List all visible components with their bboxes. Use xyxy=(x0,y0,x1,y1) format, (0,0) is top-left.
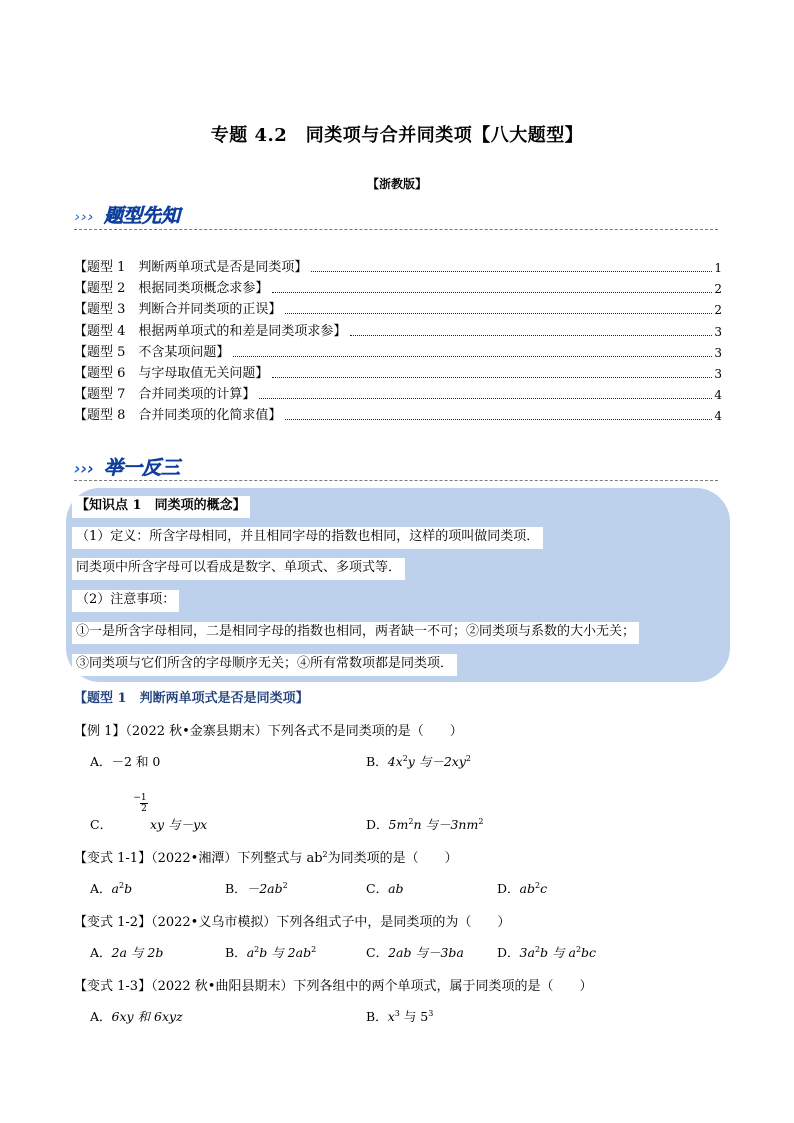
toc-page-number: 4 xyxy=(714,388,722,402)
section-heading-text: 举一反三 xyxy=(104,457,181,479)
option-d[interactable] xyxy=(366,815,483,833)
toc-item-label: 【题型 7 合并同类项的计算】 xyxy=(74,387,256,402)
option-text: 2ab 与－3ba xyxy=(388,945,464,960)
toc-item-label: 【题型 1 判断两单项式是否是同类项】 xyxy=(74,260,308,275)
toc-item[interactable] xyxy=(74,300,722,320)
toc-item[interactable] xyxy=(74,322,722,342)
section-heading-practice xyxy=(74,452,224,482)
toc-leader xyxy=(233,356,712,357)
option-text: 4x xyxy=(387,754,403,769)
toc-item-label: 【题型 3 判断合并同类项的正误】 xyxy=(74,302,282,317)
option-text: bc xyxy=(581,945,597,960)
toc-page-number: 4 xyxy=(714,409,722,423)
arrows-icon: ››› xyxy=(74,459,94,478)
option-d[interactable] xyxy=(497,943,596,961)
option-letter: D． xyxy=(366,817,389,832)
option-c[interactable] xyxy=(150,815,207,833)
toc-leader xyxy=(259,398,712,399)
toc-leader xyxy=(285,313,712,314)
exponent: 3 xyxy=(428,1009,434,1018)
exponent: 2 xyxy=(535,881,541,890)
topic-heading: 【题型 1 判断两单项式是否是同类项】 xyxy=(74,691,309,706)
exponent: 2 xyxy=(478,817,484,826)
option-c[interactable] xyxy=(366,943,464,961)
toc-item-label: 【题型 8 合并同类项的化简求值】 xyxy=(74,408,282,423)
divider xyxy=(74,229,718,230)
exponent: 2 xyxy=(322,850,328,859)
option-text: y 与－2xy xyxy=(407,754,466,769)
divider xyxy=(74,480,718,481)
option-letter: D． xyxy=(497,945,520,960)
option-a[interactable] xyxy=(90,752,160,770)
fraction-denominator: 2 xyxy=(141,804,147,814)
option-text: x xyxy=(387,1009,395,1024)
option-text: 与 5 xyxy=(399,1009,429,1024)
option-text: ab xyxy=(388,881,404,896)
toc-item-label: 【题型 4 根据两单项式的和差是同类项求参】 xyxy=(74,324,347,339)
option-letter: D． xyxy=(497,881,520,896)
option-letter: A． xyxy=(90,945,112,960)
option-text: 3a xyxy=(519,945,535,960)
toc-page-number: 3 xyxy=(714,325,722,339)
toc-page-number: 2 xyxy=(714,303,722,317)
exponent: 2 xyxy=(402,754,408,763)
option-b[interactable] xyxy=(366,1007,433,1025)
option-text: n 与－3nm xyxy=(413,817,479,832)
option-letter: B． xyxy=(366,1009,388,1024)
option-letter: A． xyxy=(90,754,112,769)
option-text: 2a 与 2b xyxy=(111,945,164,960)
toc-leader xyxy=(272,377,712,378)
knowledge-line: ③同类项与它们所含的字母顺序无关；④所有常数项都是同类项． xyxy=(72,654,457,676)
knowledge-line: 同类项中所含字母可以看成是数字、单项式、多项式等． xyxy=(72,558,405,580)
option-letter: B． xyxy=(225,945,247,960)
toc-item-label: 【题型 6 与字母取值无关问题】 xyxy=(74,366,269,381)
option-text: －2ab xyxy=(246,881,283,896)
knowledge-point-title: 【知识点 1 同类项的概念】 xyxy=(72,496,250,518)
question-text: 【变式 1-1】（2022•湘潭）下列整式与 ab xyxy=(74,851,323,866)
variant-question: 【变式 1-3】（2022 秋•曲阳县期末）下列各组中的两个单项式，属于同类项的是（ ） xyxy=(74,979,593,994)
option-text: b 与 a xyxy=(540,945,576,960)
option-text: c xyxy=(540,881,548,896)
toc-leader xyxy=(350,335,712,336)
option-text: a xyxy=(111,881,119,896)
exponent: 2 xyxy=(118,881,125,890)
variant-question: 【变式 1-2】（2022•义乌市模拟）下列各组式子中，是同类项的为（ ） xyxy=(74,915,511,930)
section-heading-text: 题型先知 xyxy=(104,205,181,227)
option-text: xy 与－yx xyxy=(150,817,208,832)
option-letter: B． xyxy=(366,754,388,769)
option-text: －2 和 0 xyxy=(111,754,161,769)
exponent: 2 xyxy=(575,945,582,954)
toc-page-number: 1 xyxy=(714,261,722,275)
option-a[interactable] xyxy=(90,943,163,961)
option-c-letter[interactable]: C． xyxy=(90,817,113,832)
exponent: 3 xyxy=(394,1009,400,1018)
option-text: ab xyxy=(519,881,535,896)
option-a[interactable] xyxy=(90,879,132,897)
exponent: 2 xyxy=(465,754,471,763)
toc-item[interactable] xyxy=(74,364,722,384)
option-letter: C． xyxy=(366,945,389,960)
page-title: 专题 4.2 同类项与合并同类项【八大题型】 xyxy=(210,125,584,146)
option-a[interactable] xyxy=(90,1007,183,1025)
knowledge-line: ①一是所含字母相同，二是相同字母的指数也相同，两者缺一不可；②同类项与系数的大小无关； xyxy=(72,622,639,644)
knowledge-line: （1）定义：所含字母相同，并且相同字母的指数也相同，这样的项叫做同类项． xyxy=(72,527,543,549)
exponent: 2 xyxy=(408,817,414,826)
fraction: −1 2 xyxy=(133,793,147,814)
option-b[interactable] xyxy=(225,879,288,897)
question-text: 为同类项的是（ ） xyxy=(327,851,458,866)
section-heading-preview xyxy=(74,200,204,230)
toc-leader xyxy=(272,292,712,293)
toc-leader xyxy=(311,271,712,272)
option-text: b 与 2ab xyxy=(259,945,312,960)
variant-question xyxy=(74,847,458,866)
toc-item-label: 【题型 2 根据同类项概念求参】 xyxy=(74,281,269,296)
toc-page-number: 3 xyxy=(714,346,722,360)
option-text: a xyxy=(246,945,255,960)
option-d[interactable] xyxy=(497,879,547,897)
option-text: b xyxy=(124,881,133,896)
toc-item[interactable] xyxy=(74,406,722,426)
arrows-icon: ››› xyxy=(74,207,94,226)
toc-page-number: 2 xyxy=(714,282,722,296)
toc-item[interactable] xyxy=(74,385,722,405)
option-letter: A． xyxy=(90,1009,112,1024)
option-letter: B． xyxy=(225,881,247,896)
edition-label: 【浙教版】 xyxy=(366,177,427,191)
toc-item[interactable] xyxy=(74,343,722,363)
toc-item[interactable] xyxy=(74,258,722,278)
section-heading-graphic xyxy=(74,200,204,230)
exponent: 2 xyxy=(534,945,541,954)
option-b[interactable] xyxy=(366,752,471,770)
toc-item-label: 【题型 5 不含某项问题】 xyxy=(74,345,230,360)
toc-item[interactable] xyxy=(74,279,722,299)
option-letter: C． xyxy=(366,881,389,896)
knowledge-line: （2）注意事项： xyxy=(72,590,179,612)
section-heading-graphic xyxy=(74,452,224,482)
option-text: 5m xyxy=(388,817,409,832)
option-b[interactable] xyxy=(225,943,316,961)
option-text: 6xy 和 6xyz xyxy=(111,1009,183,1024)
exponent: 2 xyxy=(254,945,260,954)
fraction-numerator: 1 xyxy=(140,793,147,803)
option-c[interactable] xyxy=(366,879,404,897)
toc-leader xyxy=(285,419,712,420)
example-question: 【例 1】（2022 秋•金寨县期末）下列各式不是同类项的是（ ） xyxy=(74,724,463,739)
exponent: 2 xyxy=(282,881,288,890)
exponent: 2 xyxy=(311,945,317,954)
toc-page-number: 3 xyxy=(714,367,722,381)
option-letter: A． xyxy=(90,881,112,896)
